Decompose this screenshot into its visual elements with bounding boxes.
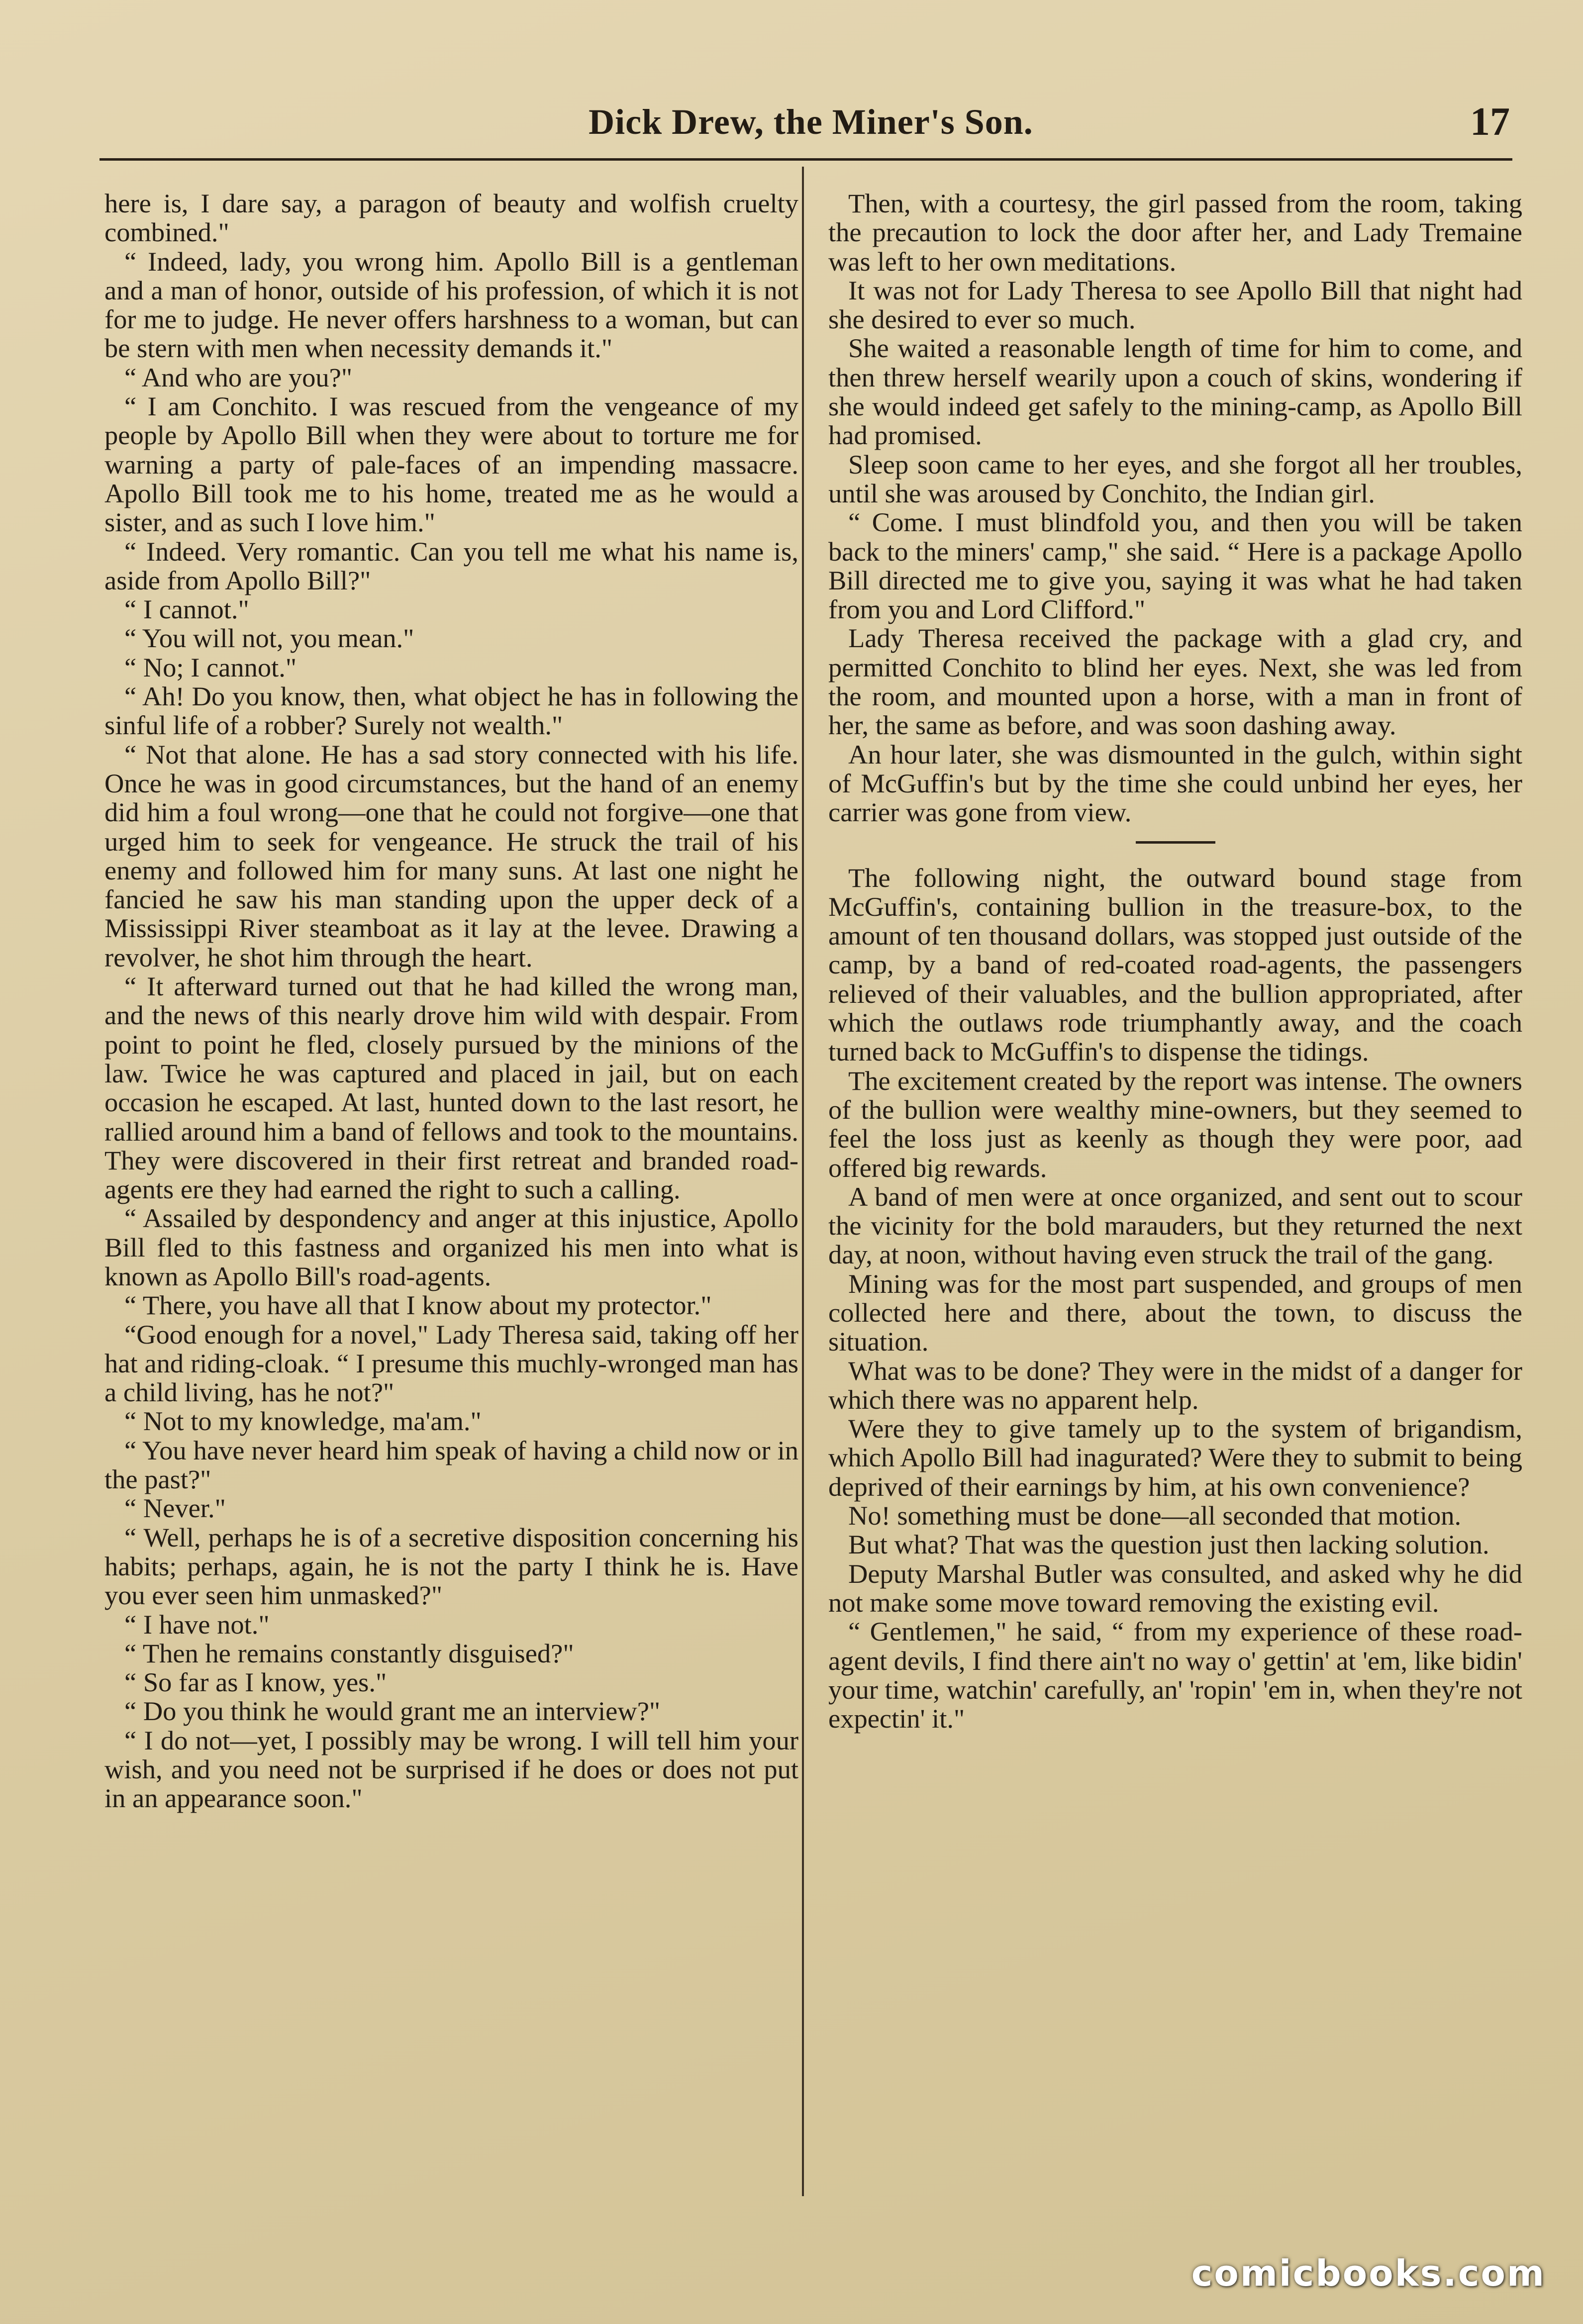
page-number: 17 <box>1470 100 1510 144</box>
paragraph: No! something must be done—all seconded that motion. <box>848 1500 1462 1531</box>
paragraph: Deputy Marshal Butler was consulted, and asked why he did not make some move toward removing the existing evil. <box>828 1558 1522 1618</box>
right-column-top <box>828 189 1522 827</box>
paragraph: “ You will not, you mean." <box>124 623 414 654</box>
paragraph: What was to be done? They were in the midst of a danger for which there was no apparent help. <box>828 1355 1522 1415</box>
paragraph: Then, with a courtesy, the girl passed from the room, taking the precaution to lock the door after her, and Lady Tremaine was left to her own meditations. <box>828 188 1522 277</box>
paragraph: The excitement created by the report was intense. The owners of the bullion were wealthy mine-owners, but they seemed to feel the loss just as keenly as though they were poor, aad offered big rewards. <box>828 1065 1522 1183</box>
paragraph: “ No; I cannot." <box>124 652 297 682</box>
paragraph: “ I do not—yet, I possibly may be wrong. I will tell him your wish, and you need not be surprised if he does or does not put in an appearance soon." <box>104 1725 798 1814</box>
paragraph: “ Do you think he would grant me an interview?" <box>124 1696 661 1727</box>
paragraph: But what? That was the question just then lacking solution. <box>848 1529 1489 1560</box>
paragraph: Mining was for the most part suspended, and groups of men collected here and there, about the town, to discuss the situation. <box>828 1268 1522 1357</box>
paragraph: “ Indeed. Very romantic. Can you tell me what his name is, aside from Apollo Bill?" <box>104 536 798 595</box>
header-rule <box>99 158 1512 161</box>
paragraph: “ Well, perhaps he is of a secretive disposition concerning his habits; perhaps, again, he is not the party I think he is. Have you ever seen him unmasked?" <box>104 1522 798 1611</box>
paragraph: “ Not to my knowledge, ma'am." <box>124 1406 482 1437</box>
paragraph: “ Not that alone. He has a sad story connected with his life. Once he was in good circumstances, but the hand of an enemy did him a foul wrong—one that he could not forgive—one that urged him to seek for vengeance. He struck the trail of his enemy and followed him for many suns. At last one night he fancied he saw his man standing upon the upper deck of a Mississippi River steamboat as it lay at the levee. Drawing a revolver, he shot him through the heart. <box>104 739 798 972</box>
page-header <box>112 95 1510 149</box>
paragraph: here is, I dare say, a paragon of beauty and wolfish cruelty combined." <box>104 188 798 248</box>
right-column-bottom <box>828 864 1522 1734</box>
watermark: comicbooks.com <box>1191 2252 1546 2294</box>
paragraph: “ Never." <box>124 1493 226 1524</box>
section-break-rule <box>1136 841 1215 844</box>
paragraph: “Good enough for a novel," Lady Theresa said, taking off her hat and riding-cloak. “ I presume this muchly-wronged man has a child living, has he not?" <box>104 1319 798 1408</box>
paragraph: “ There, you have all that I know about my protector." <box>124 1290 712 1321</box>
paragraph: It was not for Lady Theresa to see Apollo Bill that night had she desired to ever so much. <box>828 275 1522 335</box>
paragraph: “ And who are you?" <box>124 362 353 392</box>
paragraph: “ I cannot." <box>124 594 249 625</box>
paragraph: “ Then he remains constantly disguised?" <box>124 1638 574 1668</box>
paragraph: The following night, the outward bound stage from McGuffin's, containing bullion in the treasure-box, to the amount of ten thousand dollars, was stopped just outside of the camp, by a band of red-coated road-agents, the passengers relieved of their valuables, and the bullion appropriated, after which the outlaws rode triumphantly away, and the coach turned back to McGuffin's to dispense the tidings. <box>828 862 1522 1067</box>
paragraph: “ So far as I know, yes." <box>124 1667 387 1698</box>
paragraph: “ Assailed by despondency and anger at this injustice, Apollo Bill fled to this fastness and organized his men into what is known as Apollo Bill's road-agents. <box>104 1203 798 1291</box>
paragraph: “ I have not." <box>124 1609 270 1640</box>
paragraph: “ Ah! Do you know, then, what object he has in following the sinful life of a robber? Surely not wealth." <box>104 681 798 741</box>
paragraph: “ Come. I must blindfold you, and then you will be taken back to the miners' camp," she said. “ Here is a package Apollo Bill directed me to give you, saying it was what he had taken from you and Lord Clifford." <box>828 507 1522 625</box>
paragraph: A band of men were at once organized, and sent out to scour the vicinity for the bold marauders, but they returned the next day, at noon, without having even struck the trail of the gang. <box>828 1181 1522 1270</box>
right-column <box>828 189 1522 1733</box>
paragraph: Were they to give tamely up to the system of brigandism, which Apollo Bill had inagurated? Were they to submit to being deprived of their earnings by him, at his own convenience? <box>828 1413 1522 1502</box>
paragraph: Lady Theresa received the package with a glad cry, and permitted Conchito to blind her eyes. Next, she was led from the room, and mounted upon a horse, with a man in front of her, the same as before, and was soon dashing away. <box>828 623 1522 741</box>
column-divider <box>802 167 804 2196</box>
left-column <box>104 189 798 1813</box>
paragraph: “ Gentlemen," he said, “ from my experience of these road-agent devils, I find there ain't no way o' gettin' at 'em, like bidin' your time, watchin' carefully, an' 'ropin' 'em in, when they're not expectin' it." <box>828 1616 1522 1734</box>
paragraph: “ You have never heard him speak of having a child now or in the past?" <box>104 1435 798 1495</box>
paragraph: She waited a reasonable length of time for him to come, and then threw herself wearily upon a couch of skins, wondering if she would indeed get safely to the mining-camp, as Apollo Bill had promised. <box>828 333 1522 451</box>
running-title: Dick Drew, the Miner's Son. <box>589 102 1033 142</box>
paragraph: “ Indeed, lady, you wrong him. Apollo Bill is a gentleman and a man of honor, outside of his profession, of which it is not for me to judge. He never offers harshness to a woman, but can be stern with men when necessity demands it." <box>104 246 798 364</box>
paragraph: Sleep soon came to her eyes, and she forgot all her troubles, until she was aroused by Conchito, the Indian girl. <box>828 449 1522 508</box>
paragraph: “ I am Conchito. I was rescued from the vengeance of my people by Apollo Bill when they were about to torture me for warning a party of pale-faces of an impending massacre. Apollo Bill took me to his home, treated me as he would a sister, and as such I love him." <box>104 391 798 538</box>
paragraph: An hour later, she was dismounted in the gulch, within sight of McGuffin's but by the time she could unbind her eyes, her carrier was gone from view. <box>828 739 1522 828</box>
paragraph: “ It afterward turned out that he had killed the wrong man, and the news of this nearly drove him wild with despair. From point to point he fled, closely pursued by the minions of the law. Twice he was captured and placed in jail, but on each occasion he escaped. At last, hunted down to the last resort, he rallied around him a band of fellows and took to the mountains. They were discovered in their first retreat and branded road-agents ere they had earned the right to such a calling. <box>104 971 798 1205</box>
